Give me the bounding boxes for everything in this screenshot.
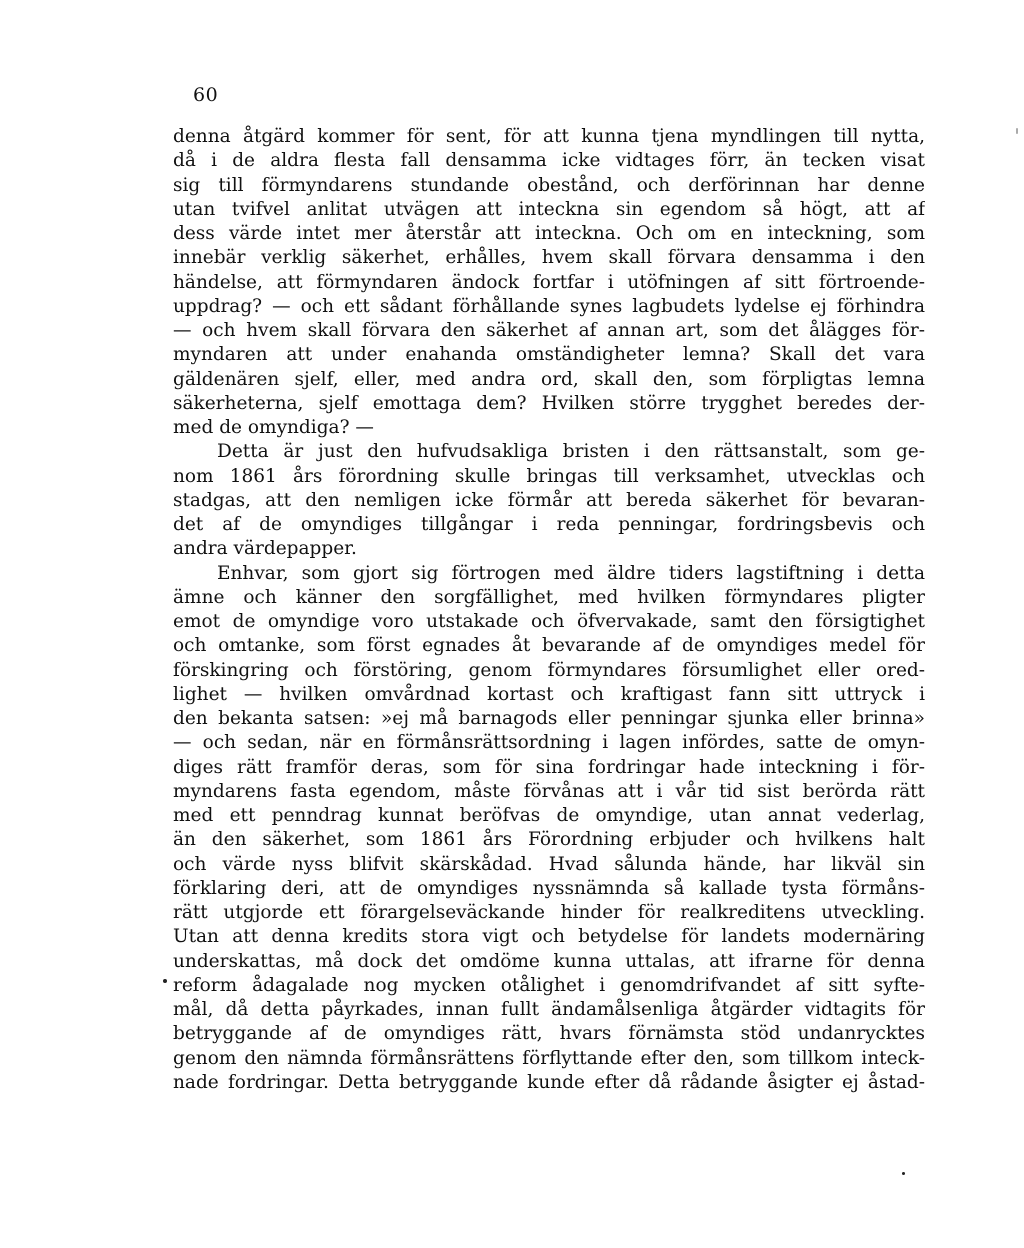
text-line: förklaring deri, att de omyndiges nyssnämnda så kallade tysta förmåns- xyxy=(173,877,925,899)
text-line: och värde nyss blifvit skärskådad. Hvad sålunda hände, har likväl sin xyxy=(173,853,925,875)
text-line: uppdrag? — och ett sådant förhållande synes lagbudets lydelse ej förhindra xyxy=(173,295,925,317)
body-text xyxy=(173,125,925,1095)
text-line: ämne och känner den sorgfällighet, med hvilken förmyndares pligter xyxy=(173,586,925,608)
text-line: Detta är just den hufvudsakliga bristen i den rättsanstalt, som ge- xyxy=(217,441,925,463)
text-line: reform ådagalade nog mycken otålighet i genomdrifvandet af sitt syfte- xyxy=(173,974,925,996)
text-line: stadgas, att den nemligen icke förmår att bereda säkerhet för bevaran- xyxy=(173,489,925,511)
text-line: med de omyndiga? — xyxy=(173,417,374,438)
text-line: emot de omyndige voro utstakade och öfvervakade, samt den försigtighet xyxy=(173,611,925,632)
text-line: nade fordringar. Detta betryggande kunde efter då rådande åsigter ej åstad- xyxy=(173,1071,925,1093)
text-line: lighet — hvilken omvårdnad kortast och kraftigast fann sitt uttryck i xyxy=(173,683,925,705)
page-number: 60 xyxy=(193,84,219,106)
text-line: genom den nämnda förmånsrättens förflyttande efter den, som tillkom inteck- xyxy=(173,1047,925,1069)
text-line: sig till förmyndarens stundande obestånd, och derförinnan har denne xyxy=(173,174,925,196)
text-line: diges rätt framför deras, som för sina fordringar hade inteckning i för- xyxy=(173,756,925,778)
text-line: än den säkerhet, som 1861 års Förordning erbjuder och hvilkens halt xyxy=(173,829,925,851)
text-line: då i de aldra flesta fall densamma icke vidtages förr, än tecken visat xyxy=(173,150,925,172)
text-line: myndarens fasta egendom, måste förvånas att i vår tid sist berörda rätt xyxy=(173,780,925,802)
print-speck xyxy=(902,1172,905,1175)
text-line: denna åtgärd kommer för sent, för att kunna tjena myndlingen till nytta, xyxy=(173,126,925,147)
text-line: Utan att denna kredits stora vigt och betydelse för landets modernäring xyxy=(173,926,925,948)
text-line: innebär verklig säkerhet, erhålles, hvem skall förvara densamma i den xyxy=(173,247,925,269)
text-line: betryggande af de omyndiges rätt, hvars förnämsta stöd undanrycktes xyxy=(173,1023,925,1045)
text-line: — och sedan, när en förmånsrättsordning i lagen infördes, satte de omyn- xyxy=(173,732,925,754)
text-line: säkerheterna, sjelf emottaga dem? Hvilken större trygghet beredes der- xyxy=(173,392,925,414)
text-line: rätt utgjorde ett förargelseväckande hinder för realkreditens utveckling. xyxy=(173,902,925,923)
text-line: mål, då detta påyrkades, innan fullt ändamålsenliga åtgärder vidtagits för xyxy=(173,999,925,1020)
text-line: dess värde intet mer återstår att inteckna. Och om en inteckning, som xyxy=(173,223,925,244)
print-speck xyxy=(163,979,167,983)
text-line: förskingring och förstöring, genom förmyndares försumlighet eller ored- xyxy=(173,659,925,681)
text-line: — och hvem skall förvara den säkerhet af annan art, som det ålägges för- xyxy=(173,320,925,341)
text-line: andra värdepapper. xyxy=(173,538,357,560)
text-line: gäldenären sjelf, eller, med andra ord, skall den, som förpligtas lemna xyxy=(173,368,925,390)
text-line: det af de omyndiges tillgångar i reda penningar, fordringsbevis och xyxy=(173,514,925,535)
text-line: nom 1861 års förordning skulle bringas till verksamhet, utvecklas och xyxy=(173,465,925,487)
text-line: Enhvar, som gjort sig förtrogen med äldre tiders lagstiftning i detta xyxy=(217,562,925,584)
text-line: myndaren att under enahanda omständigheter lemna? Skall det vara xyxy=(173,344,925,366)
text-line: den bekanta satsen: »ej må barnagods eller penningar sjunka eller brinna» xyxy=(173,708,925,729)
text-line: med ett penndrag kunnat beröfvas de omyndige, utan annat vederlag, xyxy=(173,805,925,826)
text-line: och omtanke, som först egnades åt bevarande af de omyndiges medel för xyxy=(173,635,925,657)
text-line: underskattas, må dock det omdöme kunna uttalas, att ifrarne för denna xyxy=(173,950,925,972)
text-line: utan tvifvel anlitat utvägen att inteckna sin egendom så högt, att af xyxy=(173,198,925,220)
text-line: händelse, att förmyndaren ändock fortfar i utöfningen af sitt förtroende- xyxy=(173,271,925,293)
print-speck xyxy=(1016,128,1018,134)
